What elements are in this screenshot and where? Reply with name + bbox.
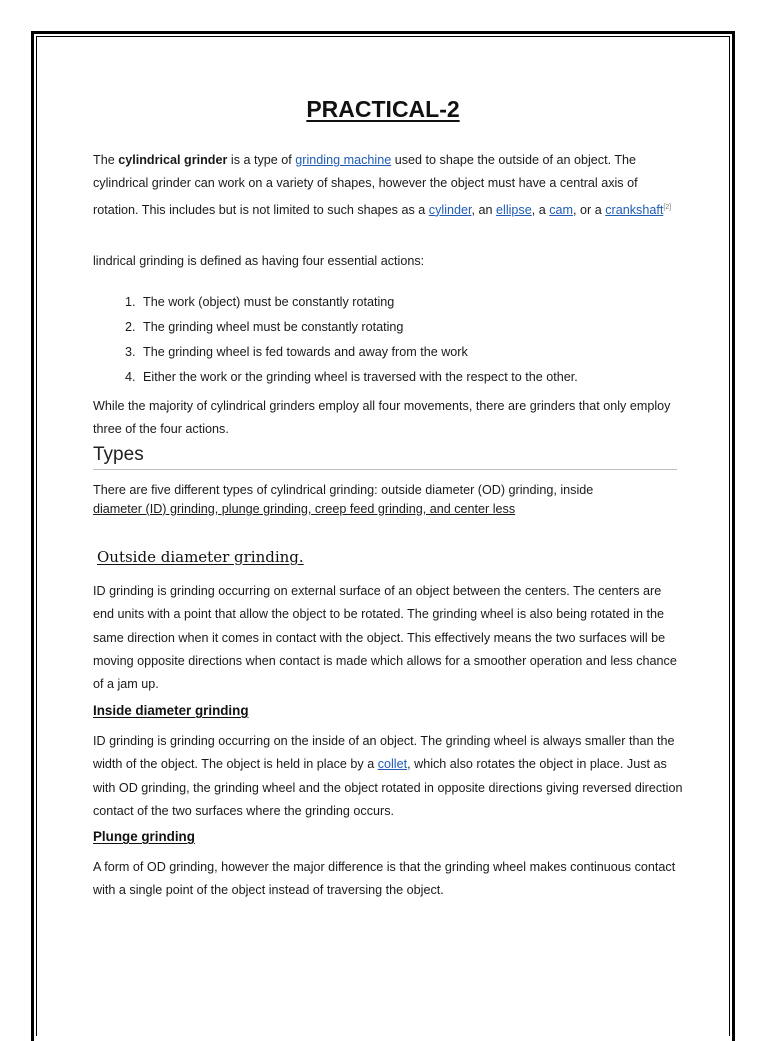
intro-paragraph <box>93 149 683 222</box>
id-text: , which also rotates the object in place. Just as with OD grinding, the grinding wheel and the object rotated in opposite directions giving reversed direction contact of the two surfaces where the grinding occurs. <box>93 757 683 818</box>
ellipse-link[interactable]: ellipse <box>496 202 532 217</box>
cam-link[interactable]: cam <box>549 202 574 217</box>
page-title: PRACTICAL-2 <box>306 96 460 122</box>
list-item: 3. The grinding wheel is fed towards and away from the work <box>139 340 699 365</box>
list-item: 2. The grinding wheel must be constantly rotating <box>139 315 699 340</box>
collet-link[interactable]: collet <box>377 757 408 772</box>
id-text: ID grinding is grinding occurring on the inside of an object. The grinding wheel is always smaller than the width of the object. The object is held in place by a <box>93 734 675 772</box>
od-grinding-paragraph: ID grinding is grinding occurring on external surface of an object between the centers. The centers are end units with a point that allow the object to be rotated. The grinding wheel is also being rotated in the same direction when it comes in contact with the object. This effectively means the two surfaces will be moving opposite directions when contact is made which allows for a smoother operation and less chance of a jam up. <box>93 584 677 692</box>
intro-text: , an <box>471 202 497 217</box>
intro-text: is a type of <box>227 153 296 167</box>
intro-text: , or a <box>573 202 606 217</box>
id-grinding-paragraph <box>93 730 683 823</box>
types-line-2: diameter (ID) grinding, plunge grinding, creep feed grinding, and center less <box>93 502 516 516</box>
cylinder-link[interactable]: cylinder <box>428 202 472 217</box>
list-item: 1. The work (object) must be constantly rotating <box>139 290 699 315</box>
types-heading: Types <box>93 444 677 470</box>
intro-text: The <box>93 153 119 167</box>
list-item: 4. Either the work or the grinding wheel is traversed with the respect to the other. <box>139 365 699 390</box>
types-line-1: There are five different types of cylindrical grinding: outside diameter (OD) grinding, inside <box>93 483 594 497</box>
actions-intro: lindrical grinding is defined as having four essential actions: <box>93 254 425 268</box>
movements-paragraph: While the majority of cylindrical grinders employ all four movements, there are grinders that only employ three of the four actions. <box>93 399 671 437</box>
od-grinding-heading: Outside diameter grinding. <box>97 548 304 566</box>
actions-list <box>93 290 699 390</box>
plunge-grinding-heading: Plunge grinding <box>93 829 195 844</box>
citation-superscript[interactable]: [2] <box>663 203 672 211</box>
plunge-grinding-paragraph: A form of OD grinding, however the major difference is that the grinding wheel makes continuous contact with a single point of the object instead of traversing the object. <box>93 860 676 898</box>
intro-text: used to shape the outside of an object. The cylindrical grinder can work on a variety of shapes, however the object must have a central axis of rotation. This includes but is not limited to such shapes as a <box>93 153 638 217</box>
crankshaft-link[interactable]: crankshaft <box>605 202 664 217</box>
id-grinding-heading: Inside diameter grinding <box>93 703 249 718</box>
grinding-machine-link[interactable]: grinding machine <box>295 153 392 167</box>
cylindrical-grinder-term: cylindrical grinder <box>118 153 228 167</box>
intro-text: , a <box>531 202 550 217</box>
types-paragraph <box>93 481 683 519</box>
